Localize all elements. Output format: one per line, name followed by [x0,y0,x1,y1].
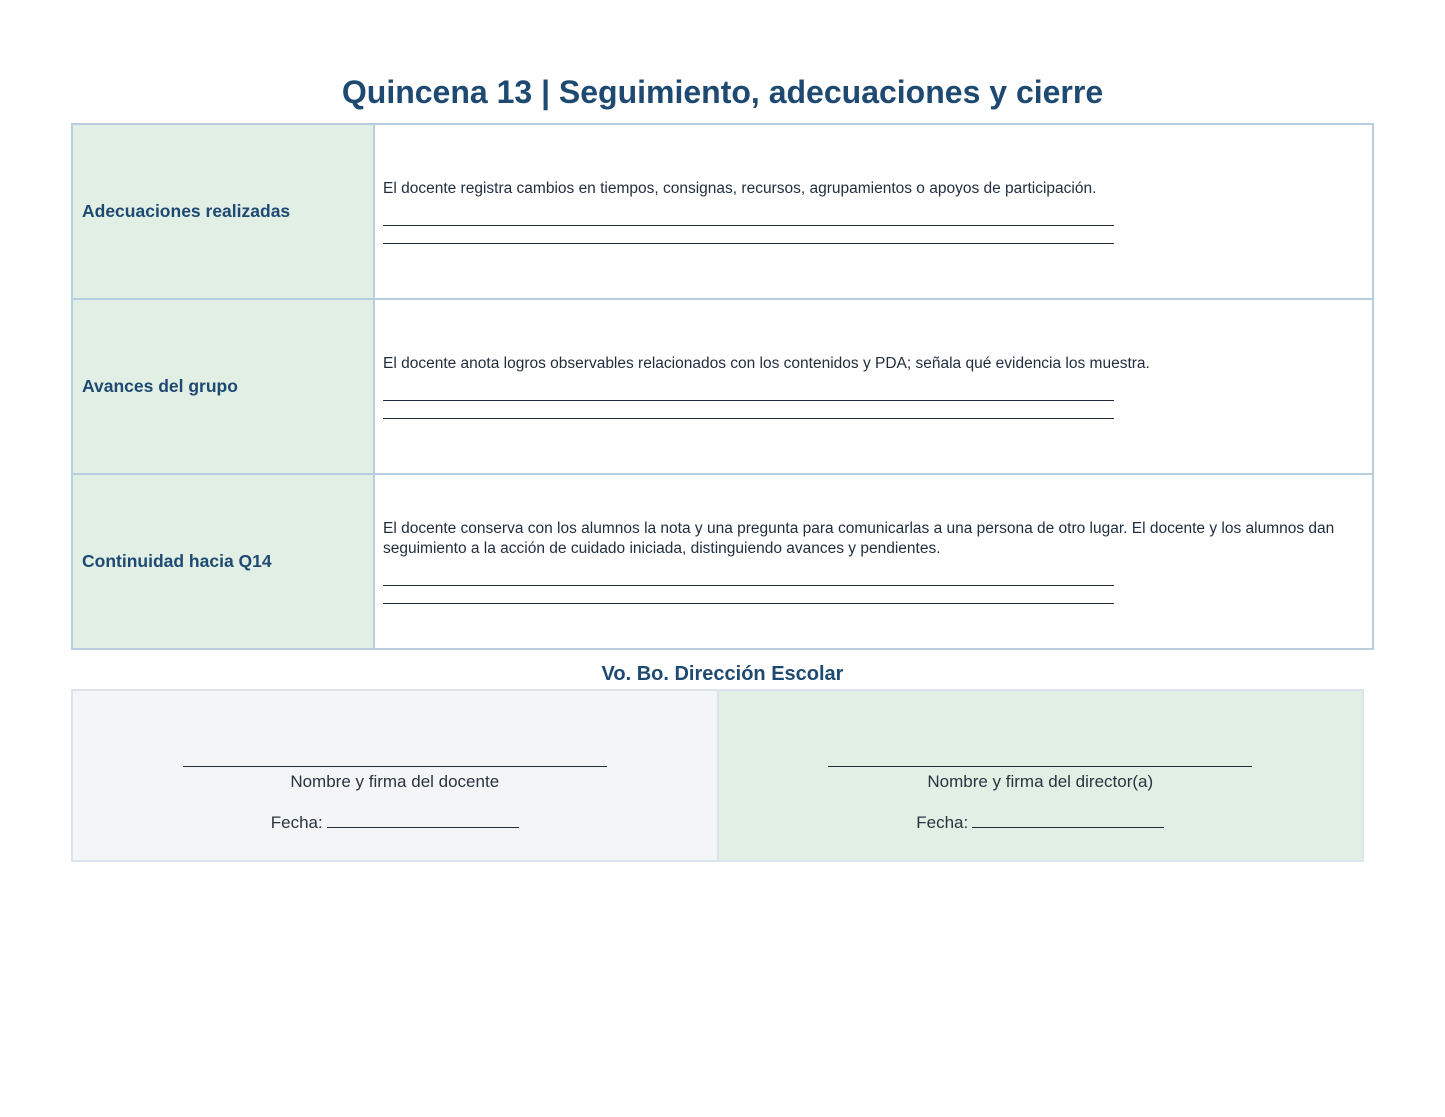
write-line[interactable] [383,585,1114,586]
write-line[interactable] [383,400,1114,401]
teacher-signature-cell [72,690,718,861]
teacher-signature-caption: Nombre y firma del docente [290,772,500,791]
write-line[interactable] [383,243,1114,244]
table-row [72,299,1373,474]
row-label: Avances del grupo [72,299,374,474]
teacher-date-row [73,811,717,834]
teacher-date-field[interactable] [327,811,519,828]
write-line[interactable] [383,225,1114,226]
director-date-row [719,811,1363,834]
row-content [374,474,1373,649]
director-signature-cell [718,690,1364,861]
director-signature-line[interactable] [828,766,1252,767]
date-label: Fecha: [270,813,323,832]
write-line[interactable] [383,418,1114,419]
table-row [72,124,1373,299]
signature-table [71,689,1364,862]
director-date-field[interactable] [972,811,1164,828]
row-label: Continuidad hacia Q14 [72,474,374,649]
date-label: Fecha: [916,813,969,832]
row-label: Adecuaciones realizadas [72,124,374,299]
page-title: Quincena 13 | Seguimiento, adecuaciones y cierre [341,74,1104,110]
approval-heading: Vo. Bo. Dirección Escolar [601,663,844,685]
write-line[interactable] [383,603,1114,604]
row-description: El docente conserva con los alumnos la nota y una pregunta para comunicarlas a una persona de otro lugar. El docente y los alumnos dan seguimiento a la acción de cuidado iniciada, distinguiendo avances y pendientes. [383,520,1335,557]
row-description: El docente registra cambios en tiempos, consignas, recursos, agrupamientos o apoyos de participación. [383,180,1097,197]
director-signature-caption: Nombre y firma del director(a) [927,772,1154,791]
planning-table [71,123,1374,650]
teacher-signature-line[interactable] [183,766,607,767]
row-description: El docente anota logros observables relacionados con los contenidos y PDA; señala qué evidencia los muestra. [383,355,1150,372]
row-content [374,124,1373,299]
row-content [374,299,1373,474]
table-row [72,474,1373,649]
